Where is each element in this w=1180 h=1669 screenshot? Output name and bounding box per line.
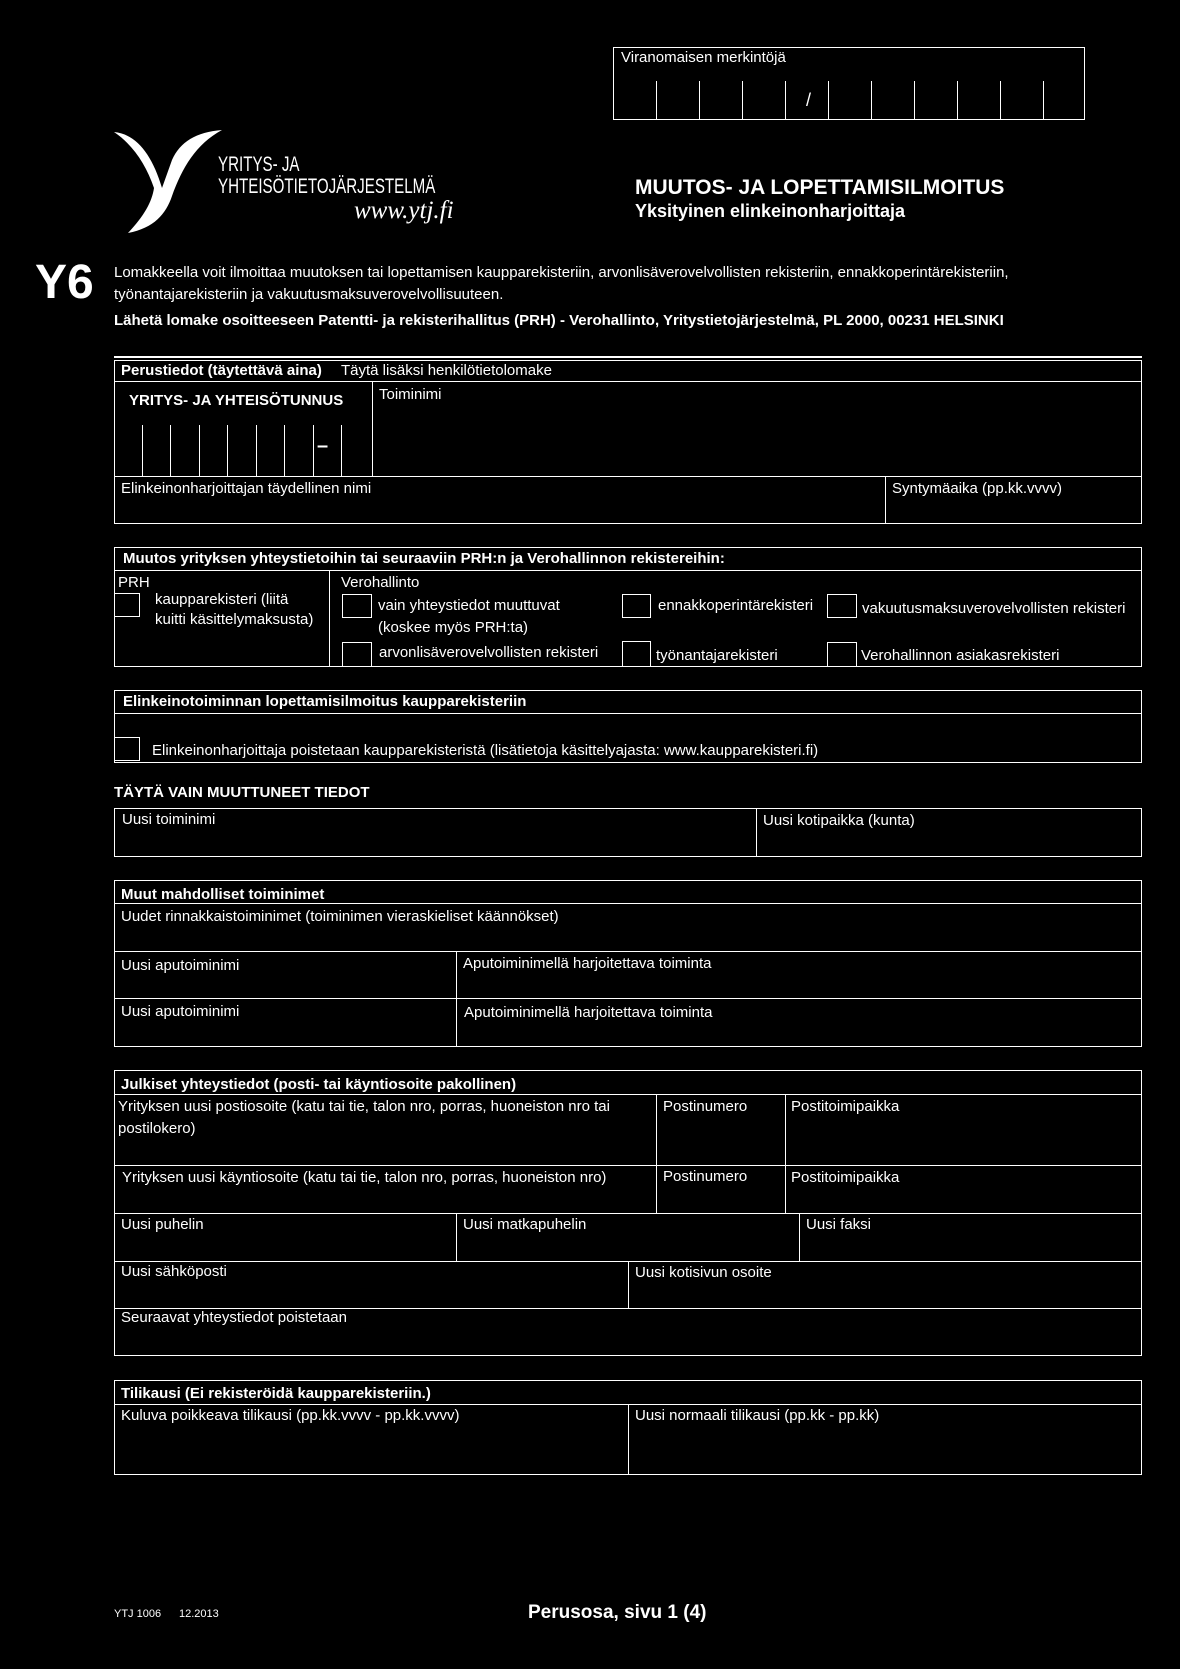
- changed-only-section: [114, 808, 1142, 857]
- trade-register-checkbox[interactable]: [114, 593, 140, 617]
- new-trade-name-field[interactable]: Uusi toiminimi: [122, 811, 216, 828]
- basic-heading: Perustiedot (täytettävä aina): [121, 362, 322, 379]
- business-id-dash: –: [317, 435, 329, 457]
- tax-label: Verohallinto: [341, 574, 420, 591]
- other-names-heading: Muut mahdolliset toiminimet: [121, 886, 325, 903]
- vat-label: arvonlisäverovelvollisten rekisteri: [379, 644, 599, 661]
- insurance-label: vakuutusmaksuverovelvollisten rekisteri: [862, 600, 1126, 617]
- contacts-heading: Julkiset yhteystiedot (posti- tai käyntiosoite pakollinen): [121, 1076, 517, 1093]
- form-code: Y6: [35, 256, 94, 309]
- form-title: MUUTOS- JA LOPETTAMISILMOITUS: [635, 176, 1005, 199]
- vat-checkbox[interactable]: [342, 642, 372, 667]
- intro-address: Lähetä lomake osoitteeseen Patentti- ja rekisterihallitus (PRH) - Verohallinto, Yritystietojärjestelmä, PL 2000, 00231 HELSINKI: [114, 312, 1004, 329]
- changes-heading: Muutos yrityksen yhteystietoihin tai seuraaviin PRH:n ja Verohallinnon rekistereihin:: [123, 550, 725, 567]
- contact-only-label-2: (koskee myös PRH:ta): [378, 619, 529, 636]
- intro-text: Lomakkeella voit ilmoittaa muutoksen tai lopettamisen kaupparekisteriin, arvonlisäverovelvollisten rekisteriin, ennakkoperintärekisteriin, työnantajarekisteriin ja vakuutusmaksuverovelvollisuuteen.: [114, 264, 1009, 303]
- postcode-1-field[interactable]: Postinumero: [663, 1098, 748, 1115]
- authority-label: Viranomaisen merkintöjä: [621, 49, 786, 66]
- trade-register-label-2: kuitti käsittelymaksusta): [155, 611, 314, 628]
- aux-name-1-field[interactable]: Uusi aputoiminimi: [121, 957, 240, 974]
- email-field[interactable]: Uusi sähköposti: [121, 1263, 227, 1280]
- customer-checkbox[interactable]: [827, 642, 857, 667]
- current-fiscal-field[interactable]: Kuluva poikkeava tilikausi (pp.kk.vvvv - pp.kk.vvvv): [121, 1407, 460, 1424]
- logo-line1: YRITYS- JA: [218, 153, 300, 176]
- business-id-label: YRITYS- JA YHTEISÖTUNNUS: [129, 392, 344, 409]
- logo-text: [218, 154, 520, 224]
- contact-only-checkbox[interactable]: [342, 594, 372, 618]
- mobile-field[interactable]: Uusi matkapuhelin: [463, 1216, 587, 1233]
- changed-only-heading: TÄYTÄ VAIN MUUTTUNEET TIEDOT: [114, 784, 370, 801]
- logo-url: www.ytj.fi: [354, 197, 454, 224]
- termination-heading: Elinkeinotoiminnan lopettamisilmoitus kaupparekisteriin: [123, 693, 527, 710]
- contact-only-label-1: vain yhteystiedot muuttuvat: [378, 597, 560, 614]
- birth-date-field[interactable]: Syntymäaika (pp.kk.vvvv): [892, 480, 1063, 497]
- aux-name-2-field[interactable]: Uusi aputoiminimi: [121, 1003, 240, 1020]
- business-id-field[interactable]: [114, 425, 372, 476]
- authority-cells: [613, 81, 1085, 120]
- new-domicile-field[interactable]: Uusi kotipaikka (kunta): [763, 812, 915, 829]
- city-2-field[interactable]: Postitoimipaikka: [791, 1169, 900, 1186]
- removed-contacts-field[interactable]: Seuraavat yhteystiedot poistetaan: [121, 1309, 347, 1326]
- employer-label: työnantajarekisteri: [656, 647, 778, 664]
- form-subtitle: Yksityinen elinkeinonharjoittaja: [635, 201, 906, 221]
- city-1-field[interactable]: Postitoimipaikka: [791, 1098, 900, 1115]
- basic-note: Täytä lisäksi henkilötietolomake: [341, 362, 552, 379]
- logo-line2: YHTEISÖTIETOJÄRJESTELMÄ: [218, 175, 436, 198]
- authority-slash: /: [806, 90, 812, 110]
- postcode-2-field[interactable]: Postinumero: [663, 1168, 748, 1185]
- prh-label: PRH: [118, 574, 150, 591]
- insurance-checkbox[interactable]: [827, 594, 857, 618]
- trade-register-label-1: kaupparekisteri (liitä: [155, 591, 289, 608]
- website-field[interactable]: Uusi kotisivun osoite: [635, 1264, 772, 1281]
- page-number: Perusosa, sivu 1 (4): [528, 1602, 707, 1623]
- aux-activity-2-field[interactable]: Aputoiminimellä harjoitettava toiminta: [464, 1004, 713, 1021]
- termination-option: Elinkeinonharjoittaja poistetaan kaupparekisteristä (lisätietoja käsittelyajasta: www.kaupparekisteri.fi): [152, 742, 819, 759]
- fax-field[interactable]: Uusi faksi: [806, 1216, 872, 1233]
- prepayment-label: ennakkoperintärekisteri: [658, 597, 814, 614]
- footer-code: YTJ 1006: [114, 1608, 162, 1620]
- customer-label: Verohallinnon asiakasrekisteri: [861, 647, 1060, 664]
- footer-date: 12.2013: [179, 1608, 219, 1620]
- trade-name-field[interactable]: Toiminimi: [379, 386, 442, 403]
- new-fiscal-field[interactable]: Uusi normaali tilikausi (pp.kk - pp.kk): [635, 1407, 880, 1424]
- employer-checkbox[interactable]: [622, 641, 651, 667]
- prepayment-checkbox[interactable]: [622, 594, 651, 618]
- aux-activity-1-field[interactable]: Aputoiminimellä harjoitettava toiminta: [463, 955, 712, 972]
- basic-top-rule: [114, 356, 1142, 358]
- phone-field[interactable]: Uusi puhelin: [121, 1216, 204, 1233]
- ytj-logo-icon: [114, 130, 224, 234]
- visiting-address-field[interactable]: Yrityksen uusi käyntiosoite (katu tai tie, talon nro, porras, huoneiston nro): [122, 1169, 607, 1186]
- full-name-field[interactable]: Elinkeinonharjoittajan täydellinen nimi: [121, 480, 372, 497]
- postal-address-field[interactable]: Yrityksen uusi postiosoite (katu tai tie, talon nro, porras, huoneiston nro tai postilokero): [118, 1098, 610, 1137]
- termination-checkbox[interactable]: [114, 737, 140, 761]
- fiscal-heading: Tilikausi (Ei rekisteröidä kaupparekisteriin.): [121, 1385, 431, 1402]
- parallel-names-field[interactable]: Uudet rinnakkaistoiminimet (toiminimen vieraskieliset käännökset): [121, 908, 559, 925]
